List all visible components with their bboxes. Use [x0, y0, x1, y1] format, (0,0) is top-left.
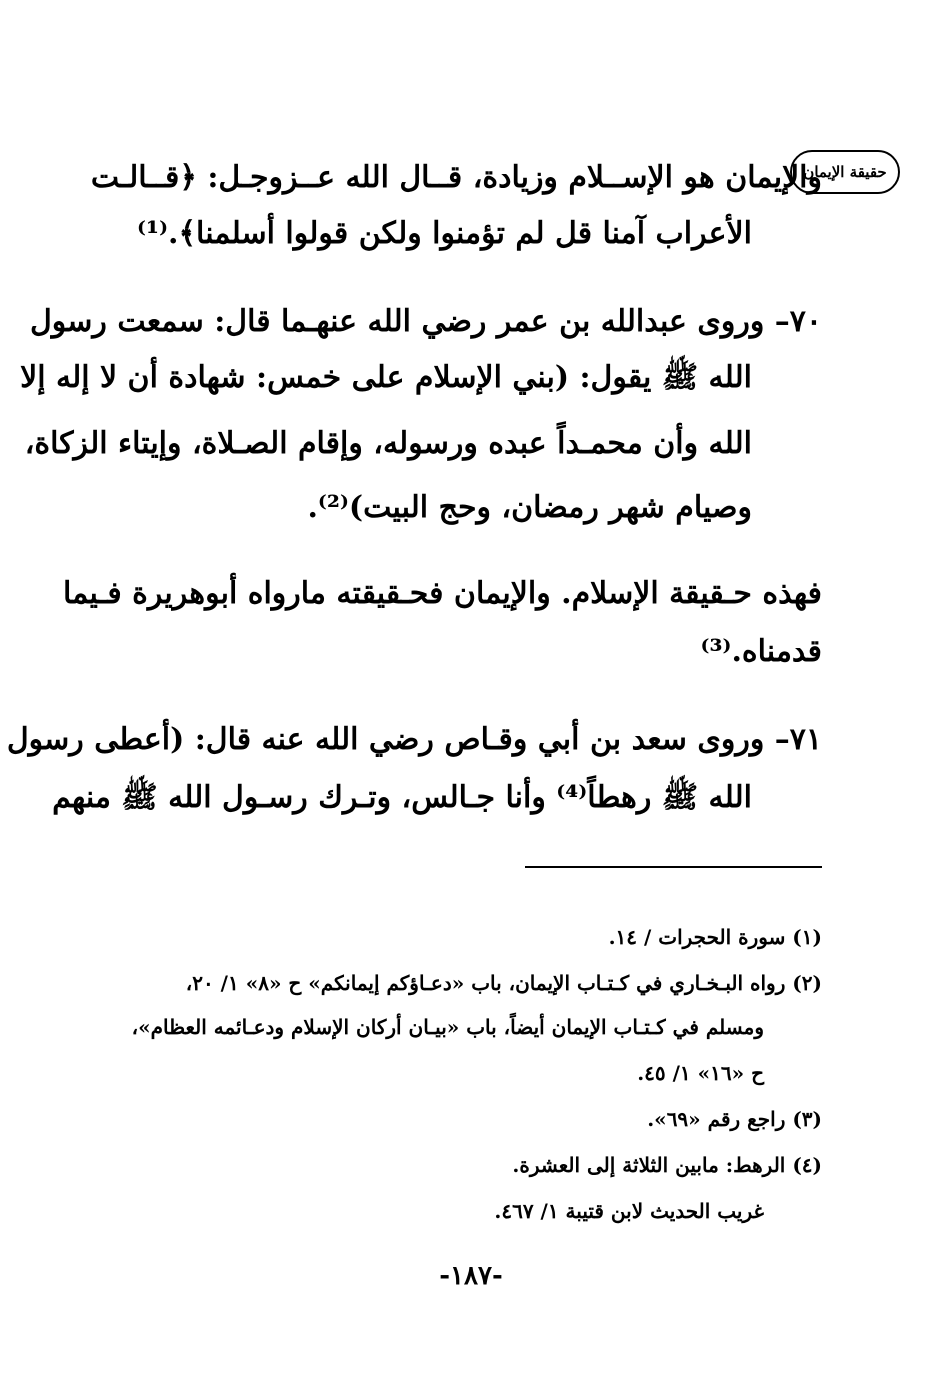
body-line: والإيمان هو الإســلام وزيادة، قــال الله عــزوجـل: ﴿قــالـت: [90, 160, 822, 195]
body-line: الأعراب آمنا قل لم تؤمنوا ولكن قولوا أسلمنا﴾.⁽¹⁾: [137, 216, 752, 251]
footnote-2-cont: ح «١٦» ١/ ٤٥.: [637, 1061, 764, 1085]
footnote-3: (٣) راجع رقم «٦٩».: [647, 1107, 822, 1131]
margin-note-label: حقيقة الإيمان: [803, 163, 887, 181]
body-line: فهذه حـقيقة الإسلام. والإيمان فحـقيقته مارواه أبوهريرة فـيما: [63, 576, 822, 611]
footnote-1: (١) سورة الحجرات / ١٤.: [608, 925, 822, 949]
footnote-2: (٢) رواه البـخـاري في كـتـاب الإيمان، باب «دعـاؤكم إيمانكم» ح «٨» ١/ ٢٠،: [185, 971, 822, 995]
page-number: -١٨٧-: [439, 1261, 503, 1291]
hadith-71-line: ٧١– وروى سعد بن أبي وقـاص رضي الله عنه قال: (أعطى رسول: [6, 722, 822, 757]
footnote-2-cont: ومسلم في كـتـاب الإيمان أيضاً، باب «بيـان أركان الإسلام ودعـائمه العظام»،: [131, 1015, 764, 1039]
footnote-4: (٤) الرهط: مابين الثلاثة إلى العشرة.: [512, 1153, 822, 1177]
footnote-4-cont: غريب الحديث لابن قتيبة ١/ ٤٦٧.: [494, 1199, 764, 1223]
hadith-70-line: الله ﷺ يقول: (بني الإسلام على خمس: شهادة أن لا إله إلا: [20, 360, 752, 395]
footnote-separator: [525, 866, 822, 868]
hadith-70-line: الله وأن محمـداً عبده ورسوله، وإقام الصـلاة، وإيتاء الزكاة،: [24, 426, 752, 461]
hadith-71-line: الله ﷺ رهطاً⁽⁴⁾ وأنا جـالس، وتـرك رسـول الله ﷺ منهم: [52, 780, 752, 815]
body-line: قدمناه.⁽³⁾: [700, 634, 822, 669]
hadith-70-line: وصيام شهر رمضان، وحج البيت)⁽²⁾.: [307, 490, 752, 525]
hadith-70-line: ٧٠– وروى عبدالله بن عمر رضي الله عنهـما قال: سمعت رسول: [30, 304, 822, 339]
